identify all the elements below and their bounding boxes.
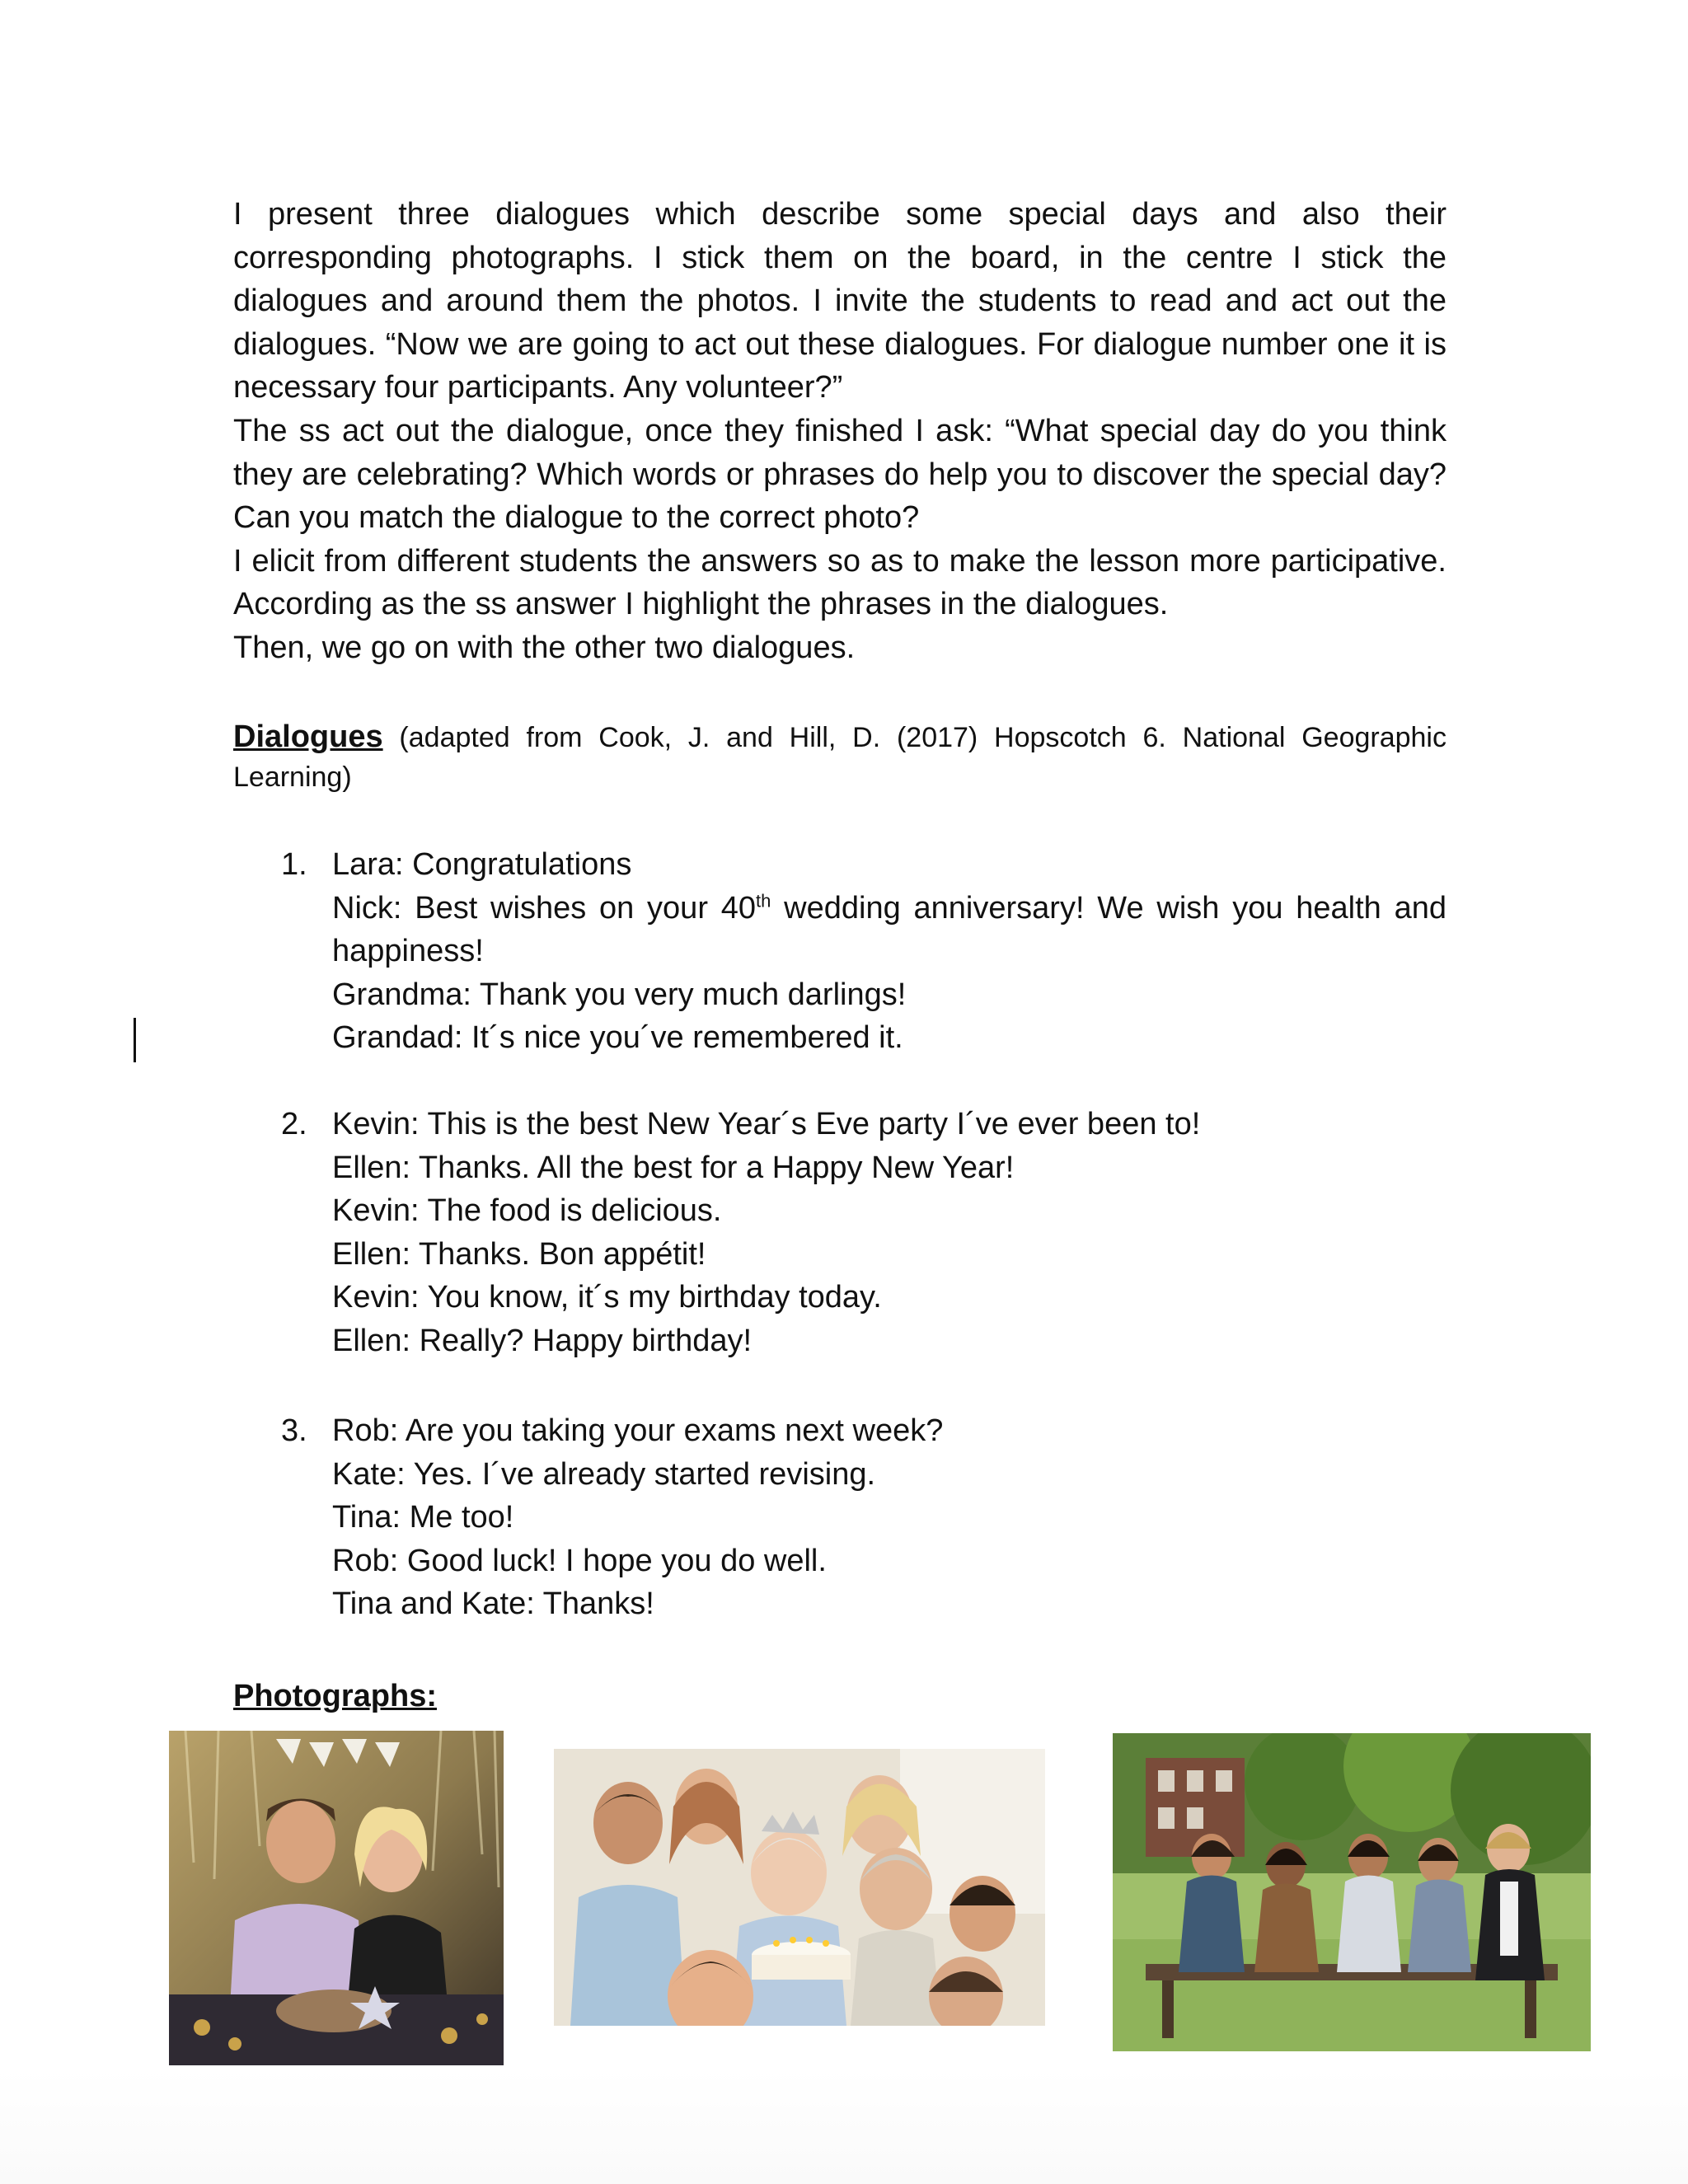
ordinal-suffix: th [756, 889, 771, 911]
dialogue-3 [233, 1409, 1447, 1626]
dialogue-line: Rob: Are you taking your exams next week? [332, 1413, 944, 1448]
dialogues-source: (adapted from Cook, J. and Hill, D. (2017) Hopscotch 6. National Geographic Learning) [233, 722, 1447, 793]
nick-line-start: Nick: Best wishes on your 40 [332, 890, 757, 926]
dialogue-line: Rob: Good luck! I hope you do well. [332, 1543, 827, 1578]
text-cursor-icon [134, 1018, 136, 1062]
dialogue-number: 3. [281, 1413, 307, 1448]
dialogue-line: Kevin: The food is delicious. [332, 1193, 722, 1229]
intro-paragraph-3: I elicit from different students the answers so as to make the lesson more participative. According as the ss answer I highlight the phrases in the dialogues. [233, 543, 1447, 622]
dialogue-line-nick [332, 887, 1447, 973]
page-bottom-margin [0, 2069, 1688, 2184]
dialogue-number: 2. [281, 1107, 307, 1141]
dialogue-line: Lara: Congratulations [332, 847, 632, 882]
intro-text [233, 193, 1447, 670]
nick-line-end: wedding anniversary! We wish you health and happiness! [332, 890, 1447, 969]
dialogue-line: Tina and Kate: Thanks! [332, 1586, 654, 1622]
intro-paragraph-4: Then, we go on with the other two dialogues. [233, 630, 856, 665]
dialogue-1 [233, 843, 1447, 1060]
dialogue-line: Kevin: You know, it´s my birthday today. [332, 1280, 882, 1315]
birthday-party-photo [554, 1749, 1045, 2026]
dialogues-title: Dialogues [233, 719, 383, 754]
dialogue-number: 1. [281, 847, 307, 882]
dialogue-line: Ellen: Thanks. Bon appétit! [332, 1236, 706, 1272]
new-years-eve-party-photo [169, 1731, 504, 2065]
dialogue-line: Ellen: Really? Happy birthday! [332, 1323, 753, 1358]
dialogue-2 [233, 1103, 1447, 1363]
dialogue-line: Kate: Yes. I´ve already started revising. [332, 1456, 876, 1492]
dialogues-heading [233, 717, 1447, 797]
dialogue-line: Kevin: This is the best New Year´s Eve party I´ve ever been to! [332, 1107, 1201, 1141]
dialogue-line: Grandma: Thank you very much darlings! [332, 977, 907, 1012]
dialogue-line: Grandad: It´s nice you´ve remembered it. [332, 1020, 903, 1056]
students-park-bench-photo [1113, 1733, 1591, 2051]
dialogue-line: Tina: Me too! [332, 1500, 514, 1535]
dialogue-line: Ellen: Thanks. All the best for a Happy New Year! [332, 1150, 1015, 1185]
intro-paragraph-2: The ss act out the dialogue, once they finished I ask: “What special day do you think they are celebrating? Which words or phrases do help you to discover the special day? Can you match the dialogue to the correct photo? [233, 413, 1447, 536]
photographs-heading: Photographs: [233, 1679, 437, 1713]
intro-paragraph-1: I present three dialogues which describe some special days and also their corresponding photographs. I stick them on the board, in the centre I stick the dialogues and around them the photos. I invite the students to read and act out the dialogues. “Now we are going to act out these dialogues. For dialogue number one it is necessary four participants. Any volunteer?” [233, 197, 1447, 405]
